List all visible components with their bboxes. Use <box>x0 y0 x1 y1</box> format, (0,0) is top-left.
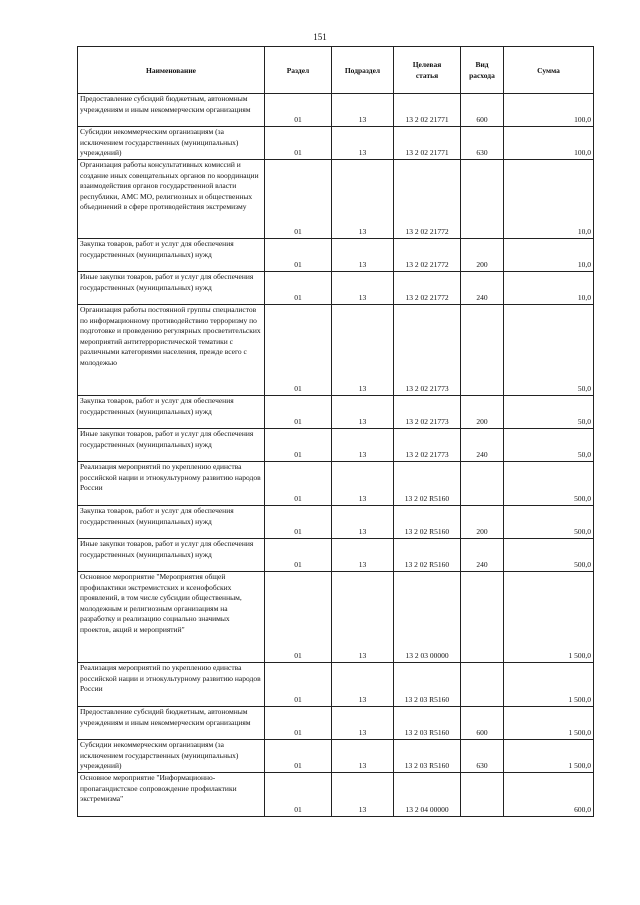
row-section: 01 <box>265 773 332 817</box>
row-subsection: 13 <box>332 663 394 707</box>
row-target-article: 13 2 03 R5160 <box>394 707 461 740</box>
budget-table <box>77 46 594 817</box>
row-name: Иные закупки товаров, работ и услуг для обеспечения государственных (муниципальных) нужд <box>78 272 265 305</box>
row-section: 01 <box>265 740 332 773</box>
row-target-article: 13 2 03 00000 <box>394 572 461 663</box>
row-expense-type <box>461 305 504 396</box>
row-name: Субсидии некоммерческим организациям (за исключением государственных (муниципальных) учреждений) <box>78 740 265 773</box>
header-target-line1: Целевая <box>412 60 442 69</box>
row-subsection: 13 <box>332 272 394 305</box>
table-row <box>78 572 594 663</box>
row-name: Предоставление субсидий бюджетным, автономным учреждениям и иным некоммерческим организациям <box>78 94 265 127</box>
table-row <box>78 707 594 740</box>
row-sum: 1 500,0 <box>504 740 594 773</box>
row-section: 01 <box>265 663 332 707</box>
row-name: Предоставление субсидий бюджетным, автономным учреждениям и иным некоммерческим организациям <box>78 707 265 740</box>
row-subsection: 13 <box>332 239 394 272</box>
row-sum: 100,0 <box>504 94 594 127</box>
row-name: Организация работы консультативных комиссий и создание иных совещательных органов по координации взаимодействия органов государственной власти республики, АМС МО, религиозных и общественных объединений в сфере противодействия экстремизму <box>78 160 265 239</box>
row-sum: 1 500,0 <box>504 707 594 740</box>
table-row <box>78 740 594 773</box>
row-name: Закупка товаров, работ и услуг для обеспечения государственных (муниципальных) нужд <box>78 239 265 272</box>
row-section: 01 <box>265 272 332 305</box>
row-subsection: 13 <box>332 94 394 127</box>
row-section: 01 <box>265 160 332 239</box>
row-subsection: 13 <box>332 305 394 396</box>
row-section: 01 <box>265 94 332 127</box>
row-sum: 500,0 <box>504 539 594 572</box>
row-target-article: 13 2 02 21773 <box>394 396 461 429</box>
row-expense-type: 240 <box>461 272 504 305</box>
header-target-article <box>394 47 461 94</box>
row-name: Реализация мероприятий по укреплению единства российской нации и этнокультурному развитию народов России <box>78 462 265 506</box>
row-section: 01 <box>265 239 332 272</box>
header-exp-line1: Вид <box>475 60 489 69</box>
table-row <box>78 239 594 272</box>
header-sum: Сумма <box>504 47 594 94</box>
header-section: Раздел <box>265 47 332 94</box>
row-sum: 500,0 <box>504 506 594 539</box>
row-expense-type <box>461 773 504 817</box>
row-sum: 1 500,0 <box>504 572 594 663</box>
row-target-article: 13 2 02 21772 <box>394 160 461 239</box>
row-target-article: 13 2 02 21773 <box>394 305 461 396</box>
row-expense-type: 200 <box>461 506 504 539</box>
row-sum: 10,0 <box>504 239 594 272</box>
row-subsection: 13 <box>332 572 394 663</box>
row-expense-type: 200 <box>461 239 504 272</box>
row-expense-type: 600 <box>461 94 504 127</box>
row-target-article: 13 2 02 R5160 <box>394 506 461 539</box>
row-expense-type <box>461 663 504 707</box>
table-row <box>78 272 594 305</box>
table-row <box>78 94 594 127</box>
table-row <box>78 462 594 506</box>
row-target-article: 13 2 02 21772 <box>394 239 461 272</box>
row-sum: 10,0 <box>504 160 594 239</box>
row-target-article: 13 2 04 00000 <box>394 773 461 817</box>
header-name: Наименование <box>78 47 265 94</box>
row-subsection: 13 <box>332 539 394 572</box>
row-subsection: 13 <box>332 506 394 539</box>
row-target-article: 13 2 02 21773 <box>394 429 461 462</box>
row-sum: 100,0 <box>504 127 594 160</box>
row-expense-type: 200 <box>461 396 504 429</box>
row-section: 01 <box>265 396 332 429</box>
row-name: Основное мероприятие "Информационно-пропагандистское сопровождение профилактики экстремизма" <box>78 773 265 817</box>
row-name: Закупка товаров, работ и услуг для обеспечения государственных (муниципальных) нужд <box>78 506 265 539</box>
row-expense-type: 240 <box>461 429 504 462</box>
page-number: 151 <box>313 32 327 42</box>
header-row <box>78 47 594 94</box>
row-subsection: 13 <box>332 740 394 773</box>
row-sum: 50,0 <box>504 305 594 396</box>
row-subsection: 13 <box>332 462 394 506</box>
row-name: Основное мероприятие "Мероприятия общей профилактики экстремистских и ксенофобских проявлений, в том числе субсидии общественным, молодежным и религиозным организациям на разработку и реализацию социально значимых проектов, акций и мероприятий" <box>78 572 265 663</box>
row-sum: 500,0 <box>504 462 594 506</box>
table-row <box>78 429 594 462</box>
row-sum: 10,0 <box>504 272 594 305</box>
row-expense-type: 600 <box>461 707 504 740</box>
row-section: 01 <box>265 539 332 572</box>
row-name: Закупка товаров, работ и услуг для обеспечения государственных (муниципальных) нужд <box>78 396 265 429</box>
row-name: Иные закупки товаров, работ и услуг для обеспечения государственных (муниципальных) нужд <box>78 539 265 572</box>
row-name: Иные закупки товаров, работ и услуг для обеспечения государственных (муниципальных) нужд <box>78 429 265 462</box>
row-name: Субсидии некоммерческим организациям (за исключением государственных (муниципальных) учреждений) <box>78 127 265 160</box>
table-row <box>78 506 594 539</box>
row-sum: 1 500,0 <box>504 663 594 707</box>
row-section: 01 <box>265 572 332 663</box>
row-subsection: 13 <box>332 707 394 740</box>
row-sum: 50,0 <box>504 429 594 462</box>
row-expense-type: 630 <box>461 127 504 160</box>
row-name: Организация работы постоянной группы специалистов по информационному противодействию терроризму по подготовке и проведению регулярных просветительских мероприятий антитеррористической тематики с различными категориями населения, прежде всего с молодежью <box>78 305 265 396</box>
row-target-article: 13 2 02 21772 <box>394 272 461 305</box>
row-expense-type <box>461 462 504 506</box>
row-section: 01 <box>265 707 332 740</box>
row-target-article: 13 2 02 R5160 <box>394 462 461 506</box>
row-section: 01 <box>265 506 332 539</box>
row-subsection: 13 <box>332 429 394 462</box>
table-row <box>78 127 594 160</box>
row-sum: 50,0 <box>504 396 594 429</box>
table-row <box>78 663 594 707</box>
table-row <box>78 396 594 429</box>
row-subsection: 13 <box>332 160 394 239</box>
row-expense-type: 630 <box>461 740 504 773</box>
row-section: 01 <box>265 305 332 396</box>
header-exp-line2: расхода <box>469 71 495 80</box>
row-subsection: 13 <box>332 396 394 429</box>
row-expense-type: 240 <box>461 539 504 572</box>
table-row <box>78 160 594 239</box>
row-target-article: 13 2 03 R5160 <box>394 663 461 707</box>
table-body <box>78 94 594 817</box>
row-section: 01 <box>265 462 332 506</box>
header-subsection: Подраздел <box>332 47 394 94</box>
row-target-article: 13 2 03 R5160 <box>394 740 461 773</box>
row-section: 01 <box>265 127 332 160</box>
table-header <box>78 47 594 94</box>
row-sum: 600,0 <box>504 773 594 817</box>
row-subsection: 13 <box>332 127 394 160</box>
header-expense-type <box>461 47 504 94</box>
table-row <box>78 539 594 572</box>
row-target-article: 13 2 02 21771 <box>394 127 461 160</box>
row-name: Реализация мероприятий по укреплению единства российской нации и этнокультурному развитию народов России <box>78 663 265 707</box>
row-target-article: 13 2 02 R5160 <box>394 539 461 572</box>
row-expense-type <box>461 160 504 239</box>
table-row <box>78 773 594 817</box>
row-expense-type <box>461 572 504 663</box>
row-target-article: 13 2 02 21771 <box>394 94 461 127</box>
row-section: 01 <box>265 429 332 462</box>
header-target-line2: статья <box>415 71 439 80</box>
row-subsection: 13 <box>332 773 394 817</box>
table-row <box>78 305 594 396</box>
